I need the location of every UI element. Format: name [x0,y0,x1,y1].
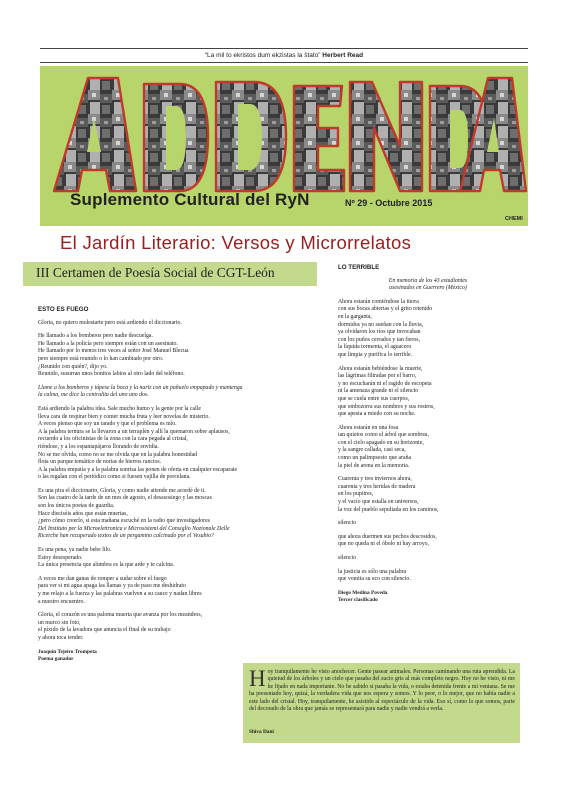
quote-text: “La mil to ekristos dum ekzistas la ŝtato” [204,52,323,59]
contest-title: III Certamen de Poesía Social de CGT-León [36,265,275,280]
stanza [338,555,518,563]
poem-signature [38,649,318,663]
poem-line: Es una pira el diccionario, Gloria, y como nadie atiende me acordé de ti. [38,487,206,494]
poem-line: con sus bocas abiertas y el grito retenido [338,306,433,313]
poem-author: Joaquín Tejeiro Trompeta [38,648,97,655]
poem-line: Reunido, susurran unos bonitos labios al otro lado del teléfono. [38,371,185,378]
poem-line: que limpia y purifica lo terrible. [338,351,413,358]
poem-line: Llame a los bomberos y tápese la boca y la nariz con un pañuelo empapado y mantenga [38,384,243,391]
poem-line: Ahora estarán bebiéndose la muerte, [338,365,423,372]
poem-title: LO TERRIBLE [338,264,380,271]
poem-line: A veces pienso que soy un tarado y que el problema es mío. [38,421,177,428]
poem-line: ni la amenaza grande ni el silencio [338,388,419,395]
poem-title: ESTO ES FUEGO [38,306,89,313]
poem-line: como un palimpsesto que araña [338,455,412,462]
poem-line: y no escucharán ni el ragido de escopeta [338,380,432,387]
masthead-credit: CHEMI [505,216,523,222]
issue-number: Nº 29 - Octubre 2015 [345,198,433,208]
poem-line: Estoy desesperado. [38,554,83,561]
poem-line: Ahora estarán en una fosa [338,424,399,431]
poem-line: y me relajo a la fuerza y las palabras vuelven a su cauce y nadan libres [38,591,202,597]
poem-line: lleva cara de respirar bien y comer mucha fruta y leer novelas de misterio. [38,413,210,420]
poem-line: la calma, me dice la centralita del uno uno dos. [38,392,149,399]
poem-line: que no queda ni el óbolo ni hay arroyo, [338,541,429,548]
poem-line: Está ardiendo la palabra idea. Sale mucho humo y la gente por la calle [38,405,201,412]
poem-line: y el vacío que estalla en universos, [338,499,419,506]
poem-line: Hace dieciséis años que están muertas, [38,510,128,517]
poem-line: con el cielo apagado en su horizonte, [338,439,424,446]
stanza [38,320,318,328]
poem-line: que vomita su eco con silencio. [338,576,411,583]
poem-line: a nuestro encuentro. [38,598,85,605]
poem-line: pero siempre está reunido o lo han cambiado por otro. [38,355,164,362]
microstory-text [249,666,515,713]
poem-line: He llamado por lo menos tres veces al señor José Manuel Blecua [38,348,189,355]
poem-dedication [338,278,518,293]
poem-line: en la garganta, [338,313,372,320]
poem-line: No se me olvida, como no se me olvida que en la palabra honestidad [38,451,198,458]
top-rule [40,48,528,49]
poem-line: riéndose, y a los espantapájaros llorando de envidia. [38,443,159,450]
poem-line: que se cuela entre sus cuerpos, [338,395,410,402]
poem-line: ¿Reunido con quién?, dijo yo. [38,363,108,370]
section-title: El Jardín Literario: Versos y Microrrelatos [60,232,412,253]
stanza [38,385,318,400]
microstory-author: Shiva Dani [249,729,274,735]
poem-line: La única presencia que alumbra es la que arde y te calcina. [38,562,175,569]
stanza [338,569,518,584]
poem-line: las lágrimas filtradas por el barro, [338,373,417,380]
poem-author: Diego Medina Poveda [338,589,388,596]
poem-line: A la palabra empatía y a la palabra sonrisa las ponen de oferta en cualquier escaparate [38,466,238,473]
poem-award: Tercer clasificado [338,596,378,603]
poem-lo-terrible [338,264,518,610]
stanza [38,488,318,541]
poem-line: A la palabra ternura se la llevaron a un terraplén y allí la quemaron sobre aplausos, [38,428,230,435]
poem-line: Gloria, el corazón es una paloma muerta que avanza por los meandros, [38,612,203,619]
poem-esto-es-fuego [38,306,318,669]
poem-line: que ahora duermen sus pechos descosidos, [338,533,437,540]
poem-line: Ricerche han recuperado textos de un pergamino calcinado por el Vesubio? [38,533,214,540]
poem-line: la justicia es sólo una palabra [338,568,407,575]
stanza [38,576,318,606]
microstory-body: oy tranquilamente he visto anochecer. Gente pasear animales. Personas caminando una ruta aprendida. La quietud de los árboles y un cielo que pasaba del sucio gris al más completo negro. Hoy no he visto, ni me he fijado en nada importante. No he sabido si pasaba la vida, o estaba detenida frente a mi ventana. Se me ha presentado hoy, quizá, la verdadera vida que nos espera y somos. Y lo peor, o lo mejor, que no había nadie a este lado del cristal. Hoy, tranquilamente, he asistido al espectáculo de la vida. Eso sí, como lo que somos, parte del decorado de la obra que jamás se representará para nadie y nadie vendrá a verla. [249,669,515,713]
poem-line: A veces me dan ganas de romper a sudar sobre el fuego [38,575,167,582]
supplement-subtitle: Suplemento Cultural del RyN [70,190,310,209]
poem-signature [338,590,518,604]
poem-line: Son las cuatro de la tarde de un mes de agosto, el desasosiego y las moscas [38,495,212,502]
stanza [338,299,518,360]
poem-award: Poema ganador [38,655,74,662]
quote-rule [40,62,528,63]
poem-line: Del Instituto per la Microelettronica e Microsistemi del Consiglio Nazionale Delle [38,525,230,532]
poem-line: recuerdo a los oficinistas de la zona con la cara pegada al cristal, [38,436,188,443]
poem-line: ya olvidaron los ríos que invocaban [338,329,421,336]
poem-line: que embozorra sus nombres y sus rostros, [338,403,435,410]
poem-line: flota un parque temático de norias de hierros rancios. [38,459,162,466]
poem-line: silencio [338,555,357,561]
dedication-line: asesinados en Guerrero (México) [389,285,467,292]
poem-line: son los únicos poetas de guardia. [38,503,115,510]
dropcap: H [249,666,266,691]
poem-line: la líquida tormenta, el aguacero [338,344,412,351]
poem-line: ¿pero cómo creerlo, si esta mañana escuché en la radio que investigadores [38,518,210,525]
poem-line: tan quietos como el árbol que sombrea, [338,432,429,439]
stanza [338,366,518,419]
stanza [338,425,518,471]
poem-line: para ver si mi agua apaga las llamas y ya de paso me deshidrato [38,583,186,590]
poem-line: Gloria, no quiero molestarte pero está ardiendo el diccionario. [38,319,182,326]
poem-line: Ahora estarán comiéndose la tierra [338,298,419,305]
poem-line: un murco sin foto, [38,619,81,626]
poem-line: He llamado a los bomberos pero nadie descuelga. [38,333,153,340]
poem-line: o las regalan con el periódico como si fuesen vajilla de porcelana. [38,474,191,481]
poem-line: que apesta a miedo con su noche. [338,411,416,418]
poem-line: dormidos ya no sueñan con la lluvia, [338,321,424,328]
stanza [338,534,518,549]
stanza [338,520,518,528]
stanza [38,547,318,570]
stanza [38,333,318,379]
poem-line: con los puños cerrados y tan fieros, [338,336,420,343]
poem-line: y ahora toca tender. [38,634,84,641]
stanza [38,612,318,642]
poem-line: silencio [338,520,357,527]
poem-line: cuarenta y tres heridas de madera [338,483,416,490]
quote-author: Herbert Read [322,52,364,59]
poem-line: y la sangre callada, casi seca, [338,447,406,454]
header-quote [40,52,528,59]
stanza [38,406,318,482]
poem-line: Cuarenta y tres inviernos ahora, [338,476,412,483]
poem-line: la voz del pueblo sepultada en los caminos, [338,506,439,513]
stanza [338,476,518,514]
dedication-line: En memoria de los 43 estudiantes [388,277,468,284]
poem-line: Es una pena, ya nadie bebe lilo. [38,547,112,554]
poem-line: en los pupitres, [338,491,374,498]
poem-line: la piel de arena en la memoria. [338,462,410,469]
poem-line: el píxido de la lavadora que anuncia el final de su trabajo [38,627,171,634]
poem-line: He llamado a la policía pero siempre están con un asesinato. [38,340,178,347]
